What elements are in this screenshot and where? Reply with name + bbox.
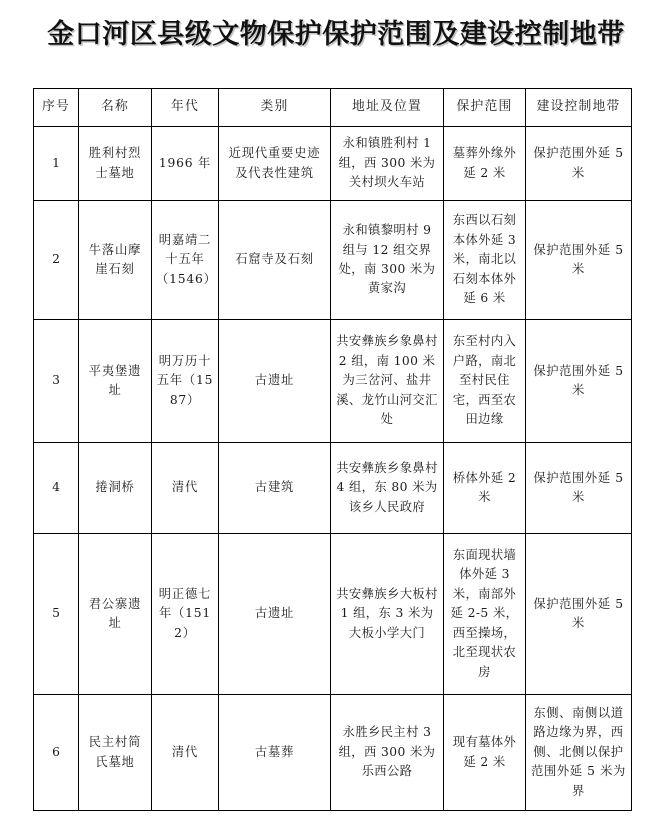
cell-scope: 东西以石刻本体外延 3 米，南北以石刻本体外延 6 米 xyxy=(444,201,526,320)
cell-era: 明万历十五年（1587） xyxy=(152,320,219,443)
cell-control: 保护范围外延 5 米 xyxy=(526,127,632,201)
cell-scope: 东面现状墙体外延 3 米，南部外延 2-5 米，西至操场，北至现状农房 xyxy=(444,534,526,695)
column-header-category: 类别 xyxy=(219,89,331,127)
cell-category: 近现代重要史迹及代表性建筑 xyxy=(219,127,331,201)
cell-name: 胜利村烈士墓地 xyxy=(79,127,152,201)
page-title: 金口河区县级文物保护保护范围及建设控制地带 xyxy=(47,19,625,50)
cell-name: 民主村简氏墓地 xyxy=(79,695,152,811)
column-header-control: 建设控制地带 xyxy=(526,89,632,127)
column-header-no: 序号 xyxy=(34,89,79,127)
cell-scope: 现有墓体外延 2 米 xyxy=(444,695,526,811)
cell-control: 东侧、南侧以道路边缘为界，西侧、北侧以保护范围外延 5 米为界 xyxy=(526,695,632,811)
cell-scope: 桥体外延 2 米 xyxy=(444,443,526,534)
cell-address: 共安彝族乡象鼻村 2 组，南 100 米为三岔河、盐井溪、龙竹山河交汇处 xyxy=(331,320,444,443)
table-row xyxy=(34,201,632,320)
table-header-row xyxy=(34,89,632,127)
table-row xyxy=(34,127,632,201)
cell-no: 4 xyxy=(34,443,79,534)
cell-category: 古墓葬 xyxy=(219,695,331,811)
cell-era: 清代 xyxy=(152,695,219,811)
cell-era: 1966 年 xyxy=(152,127,219,201)
table-row xyxy=(34,443,632,534)
cell-category: 古建筑 xyxy=(219,443,331,534)
cell-address: 共安彝族乡象鼻村 4 组，东 80 米为该乡人民政府 xyxy=(331,443,444,534)
table-row xyxy=(34,320,632,443)
cell-no: 2 xyxy=(34,201,79,320)
table-row xyxy=(34,534,632,695)
column-header-name: 名称 xyxy=(79,89,152,127)
cell-category: 古遗址 xyxy=(219,320,331,443)
cell-no: 5 xyxy=(34,534,79,695)
cell-address: 共安彝族乡大板村 1 组，东 3 米为大板小学大门 xyxy=(331,534,444,695)
table-body xyxy=(34,127,632,811)
cell-control: 保护范围外延 5 米 xyxy=(526,320,632,443)
cell-scope: 墓葬外缘外延 2 米 xyxy=(444,127,526,201)
column-header-era: 年代 xyxy=(152,89,219,127)
cell-category: 古遗址 xyxy=(219,534,331,695)
cell-name: 牛落山摩崖石刻 xyxy=(79,201,152,320)
cell-era: 明嘉靖二十五年（1546） xyxy=(152,201,219,320)
cell-no: 1 xyxy=(34,127,79,201)
cell-address: 永胜乡民主村 3 组，西 300 米为乐西公路 xyxy=(331,695,444,811)
cell-control: 保护范围外延 5 米 xyxy=(526,534,632,695)
heritage-table-container xyxy=(33,88,631,811)
cell-address: 永和镇胜利村 1 组，西 300 米为关村坝火车站 xyxy=(331,127,444,201)
cell-scope: 东至村内入户路，南北至村民住宅，西至农田边缘 xyxy=(444,320,526,443)
column-header-scope: 保护范围 xyxy=(444,89,526,127)
cell-era: 明正德七年（1512） xyxy=(152,534,219,695)
cell-name: 君公寨遗址 xyxy=(79,534,152,695)
cell-era: 清代 xyxy=(152,443,219,534)
cell-name: 平夷堡遗址 xyxy=(79,320,152,443)
cell-no: 3 xyxy=(34,320,79,443)
heritage-protection-table xyxy=(33,88,632,811)
cell-control: 保护范围外延 5 米 xyxy=(526,443,632,534)
cell-name: 捲洞桥 xyxy=(79,443,152,534)
column-header-address: 地址及位置 xyxy=(331,89,444,127)
table-header xyxy=(34,89,632,127)
cell-no: 6 xyxy=(34,695,79,811)
cell-address: 永和镇黎明村 9 组与 12 组交界处，南 300 米为黄家沟 xyxy=(331,201,444,320)
cell-control: 保护范围外延 5 米 xyxy=(526,201,632,320)
table-row xyxy=(34,695,632,811)
cell-category: 石窟寺及石刻 xyxy=(219,201,331,320)
